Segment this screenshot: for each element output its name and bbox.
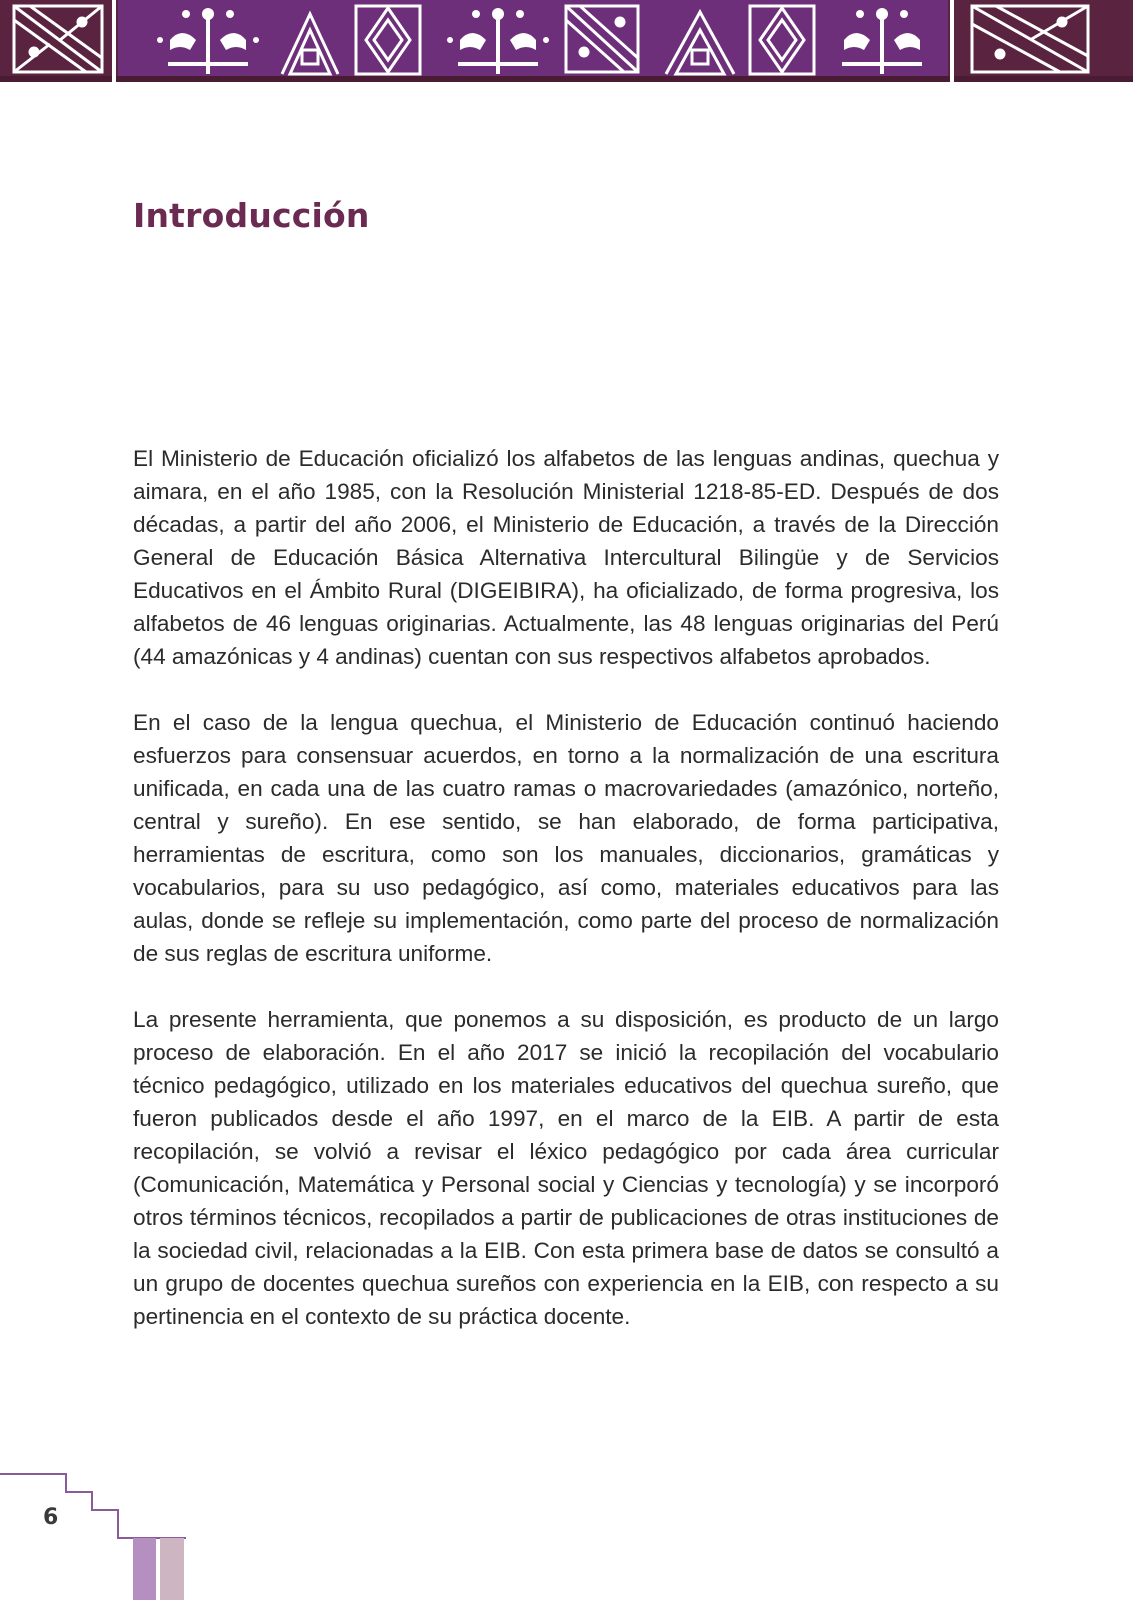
paragraph: La presente herramienta, que ponemos a su disposición, es producto de un largo proceso de elaboración. En el año 2017 se inició la recopilación del vocabulario técnico pedagógico, utilizado en los materiales educativos del quechua sureño, que fueron publicados desde el año 1997, en el marco de la EIB. A partir de esta recopilación, se volvió a revisar el léxico pedagógico por cada área curricular (Comunicación, Matemática y Personal social y Ciencias y tecnología) y se incorporó otros términos técnicos, recopilados a partir de publicaciones de otras instituciones de la sociedad civil, relacionadas a la EIB. Con esta primera base de datos se consultó a un grupo de docentes quechua sureños con experiencia en la EIB, con respecto a su pertinencia en el contexto de su práctica docente.	[133, 1007, 999, 1329]
paragraph: El Ministerio de Educación oficializó los alfabetos de las lenguas andinas, quechua y aimara, en el año 1985, con la Resolución Ministerial 1218-85-ED. Después de dos décadas, a partir del año 2006, el Ministerio de Educación, a través de la Dirección General de Educación Básica Alternativa Intercultural Bilingüe y de Servicios Educativos en el Ámbito Rural (DIGEIBIRA), ha oficializado, de forma progresiva, los alfabetos de 46 lenguas originarias. Actualmente, las 48 lenguas originarias del Perú (44 amazónicas y 4 andinas) cuentan con sus respectivos alfabetos aprobados.	[133, 446, 999, 669]
paragraph: En el caso de la lengua quechua, el Ministerio de Educación continuó haciendo esfuerzos para consensuar acuerdos, en torno a la normalización de una escritura unificada, en cada una de las cuatro ramas o macrovariedades (amazónico, norteño, central y sureño). En ese sentido, se han elaborado, de forma participativa, herramientas de escritura, como son los manuales, diccionarios, gramáticas y vocabularios, para su uso pedagógico, así como, materiales educativos para las aulas, donde se refleje su implementación, como parte del proceso de normalización de sus reglas de escritura uniforme.	[133, 710, 999, 966]
decorative-banner	[0, 0, 1133, 82]
page-number: 6	[43, 1505, 59, 1530]
body-text	[133, 442, 999, 1366]
footer-tab	[133, 1538, 156, 1600]
page-title: Introducción	[133, 196, 370, 235]
footer-tab	[160, 1538, 184, 1600]
